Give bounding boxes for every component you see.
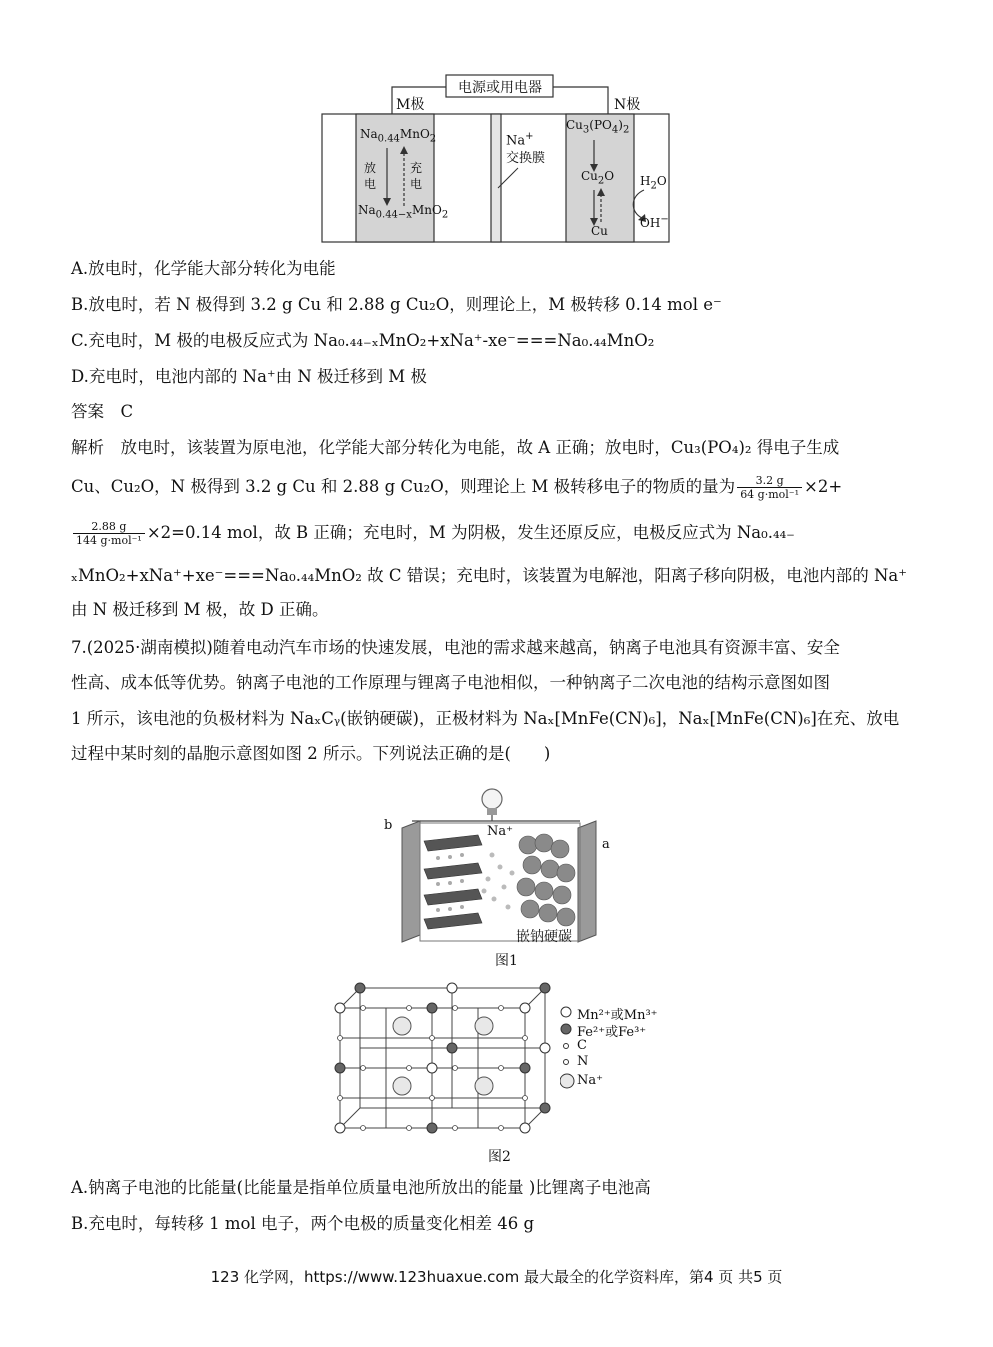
fraction-cu2o (73, 520, 145, 547)
figure-1-sodium-battery (380, 783, 620, 945)
fig2-legend-symbols (560, 1004, 576, 1094)
charge-label: 充 电 (410, 161, 423, 191)
q7-line-2: 性高、成本低等优势。钠离子电池的工作原理与锂离子电池相似，一种钠离子二次电池的结构示意图如图 (71, 673, 830, 692)
figure-2-unit-cell (332, 980, 557, 1142)
analysis-line-5: 由 N 极迁移到 M 极，故 D 正确。 (71, 600, 329, 619)
left-bottom-compound: $Na_{0.44-x}MnO_2$ (358, 203, 449, 221)
fig1-label-b: b (384, 818, 393, 833)
fig2-legend-mn: Mn²⁺或Mn³⁺ (577, 1008, 658, 1023)
analysis-line-4: ₓMnO₂+xNa⁺+xe⁻===Na₀.₄₄MnO₂ 故 C 错误；充电时，该装置为电解池，阳离子移向阴极，电池内部的 Na⁺ (71, 566, 907, 585)
fig1-hard-carbon-label: 嵌钠硬碳 (516, 929, 572, 945)
analysis-line-2a: Cu、Cu₂O，N 极得到 3.2 g Cu 和 2.88 g Cu₂O，则理论上 M 极转移电子的物质的量为 (71, 477, 736, 496)
answer-line: 答案 C (71, 402, 134, 421)
fraction-cu2o-denominator: 144 g·mol⁻¹ (76, 534, 142, 547)
fraction-cu2o-numerator: 2.88 g (73, 520, 145, 534)
membrane-label: Na+ 交换膜 (506, 131, 546, 167)
q6-option-a: A.放电时，化学能大部分转化为电能 (71, 259, 336, 278)
analysis-line-1: 解析 放电时，该装置为原电池，化学能大部分转化为电能，故 A 正确；放电时，Cu₃(PO₄)₂ 得电子生成 (71, 438, 840, 457)
analysis-line-2 (71, 474, 842, 501)
q7-option-b: B.充电时，每转移 1 mol 电子，两个电极的质量变化相差 46 g (71, 1214, 535, 1233)
power-source-label: 电源或用电器 (458, 80, 542, 96)
right-mid-compound: $Cu_2O$ (581, 169, 615, 187)
right-bottom-compound: Cu (591, 224, 608, 238)
water-label: $H_2O$ (640, 174, 667, 192)
fig1-label-a: a (602, 837, 610, 852)
q7-line-3: 1 所示，该电池的负极材料为 NaₓCᵧ(嵌钠硬碳)，正极材料为 Naₓ[MnFe(CN)₆]，Naₓ[MnFe(CN)₆]在充、放电 (71, 709, 900, 728)
fraction-cu (737, 474, 802, 501)
right-top-compound: $Cu_3(PO_4)_2$ (566, 118, 630, 136)
analysis-line-3-text: ×2=0.14 mol，故 B 正确；充电时，M 为阴极，发生还原反应，电极反应式为 Na₀.₄₄₋ (146, 523, 795, 542)
discharge-label: 放 电 (364, 161, 377, 191)
n-electrode-label: N极 (614, 97, 641, 113)
fig2-caption: 图2 (488, 1149, 511, 1165)
page-footer: 123 化学网，https://www.123huaxue.com 最大最全的化学资料库，第4 页 共5 页 (210, 1268, 783, 1286)
analysis-line-3 (71, 520, 795, 547)
fraction-cu-denominator: 64 g·mol⁻¹ (740, 488, 800, 501)
fig2-legend-na: Na⁺ (577, 1073, 603, 1088)
fraction-cu-numerator: 3.2 g (737, 474, 802, 488)
fig2-legend-n: N (577, 1054, 589, 1069)
left-top-compound: $Na_{0.44}MnO_2$ (360, 127, 437, 145)
fig1-label-na: Na⁺ (487, 824, 513, 839)
analysis-line-2b: ×2+ (804, 477, 843, 496)
fig2-legend-c: C (577, 1038, 587, 1053)
q6-option-c: C.充电时，M 极的电极反应式为 Na₀.₄₄₋ₓMnO₂+xNa⁺-xe⁻===Na₀.₄₄MnO₂ (71, 331, 655, 350)
m-electrode-label: M极 (396, 97, 425, 113)
q7-line-1: 7.(2025·湖南模拟)随着电动汽车市场的快速发展，电池的需求越来越高，钠离子电池具有资源丰富、安全 (71, 638, 840, 657)
q7-line-4: 过程中某时刻的晶胞示意图如图 2 所示。下列说法正确的是( ) (71, 744, 551, 763)
fig2-legend-fe: Fe²⁺或Fe³⁺ (577, 1025, 647, 1040)
q7-option-a: A.钠离子电池的比能量(比能量是指单位质量电池所放出的能量 )比锂离子电池高 (71, 1178, 651, 1197)
q6-option-b: B.放电时，若 N 极得到 3.2 g Cu 和 2.88 g Cu₂O，则理论上，M 极转移 0.14 mol e⁻ (71, 295, 722, 314)
q6-option-d: D.充电时，电池内部的 Na⁺由 N 极迁移到 M 极 (71, 367, 427, 386)
hydroxide-label: OH− (640, 214, 669, 230)
fig1-caption: 图1 (495, 953, 518, 969)
